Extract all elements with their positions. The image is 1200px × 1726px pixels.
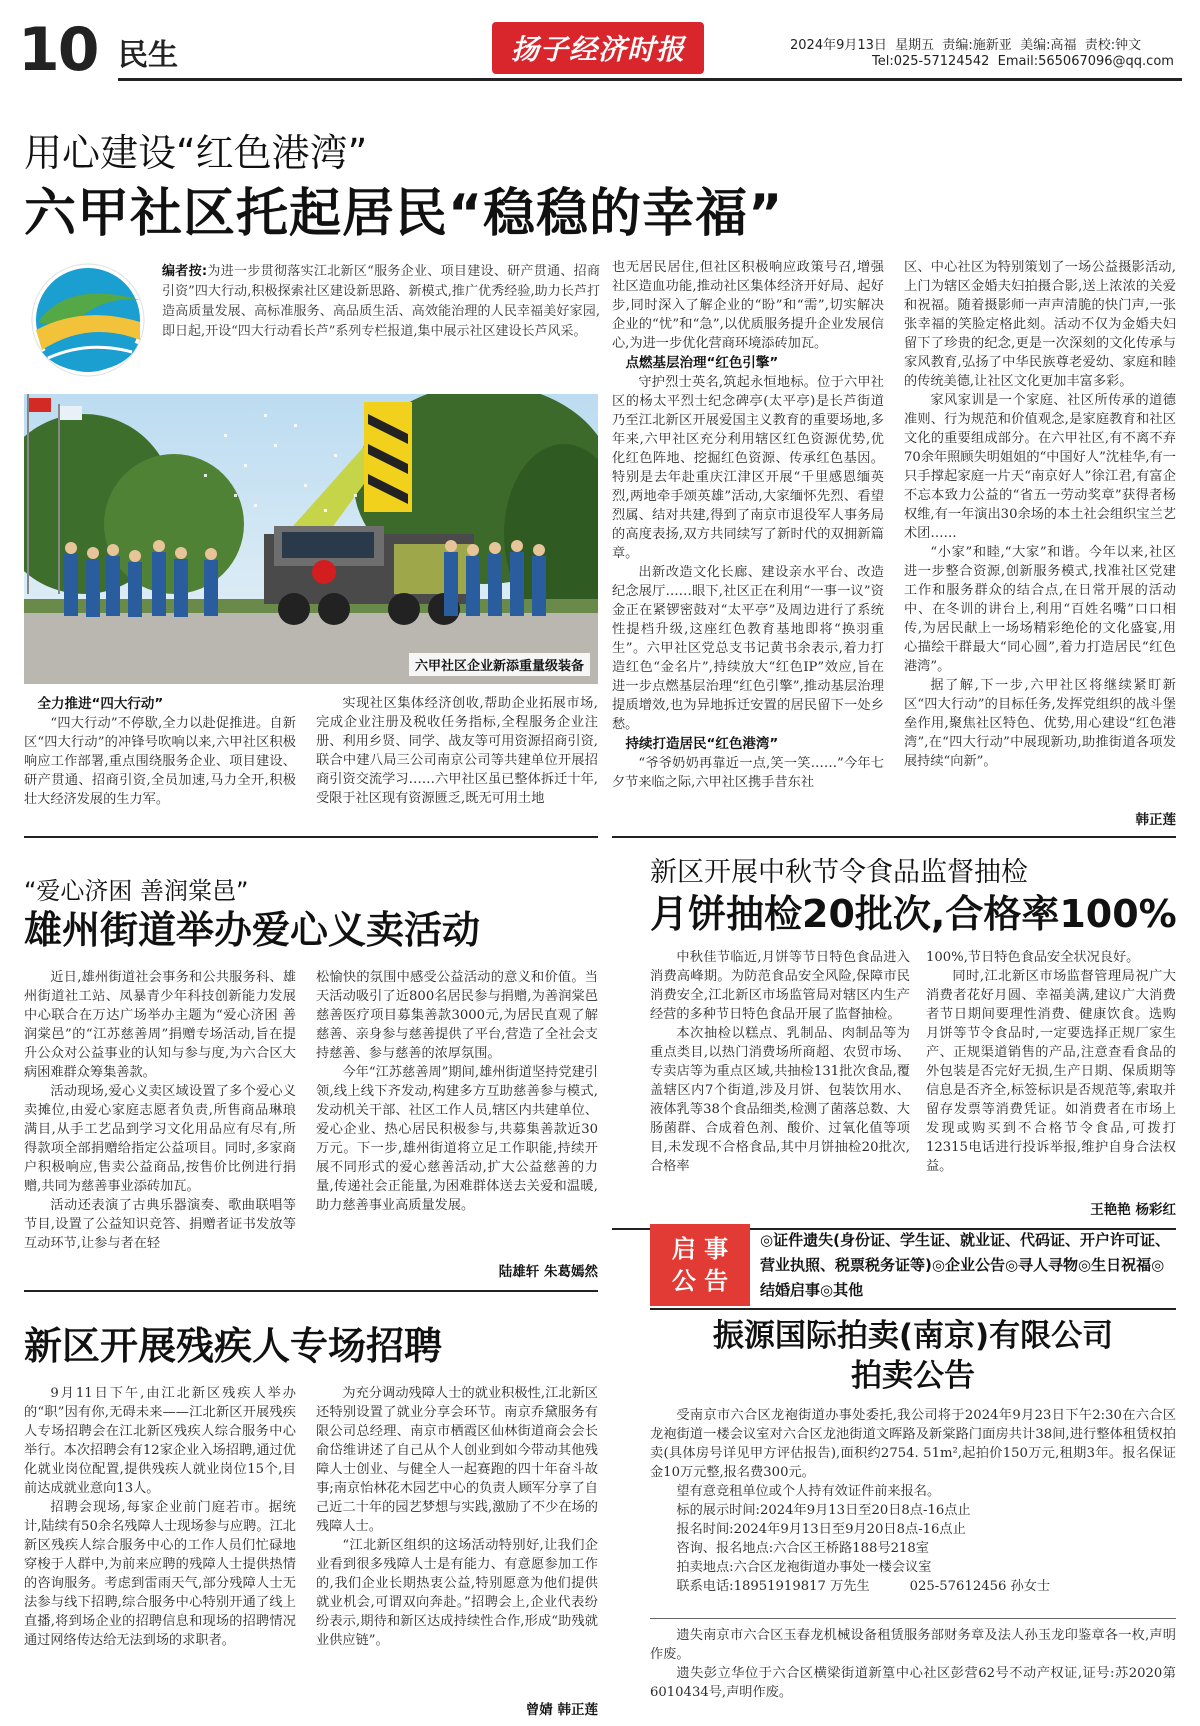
- auction-intro: 受南京市六合区龙袍街道办事处委托,我公司将于2024年9月23日下午2:30在六合区龙袍街道一楼会议室对六合区龙池街道文晖路及新棠路门面房共计38间,进行整体租赁权拍卖(具体房号详见甲方评估报告),面积约2754. 51m²,起拍价150万元,租期3年。报名保证金10万元整,报名费300元。: [650, 1408, 1176, 1480]
- notice-label-1: 启 事: [671, 1235, 729, 1263]
- article2-paragraph: 活动现场,爱心义卖区域设置了多个爱心义卖摊位,由爱心家庭志愿者负责,所售商品琳琅满目,从手工艺品到学习文化用品应有尽有,所得款项全部捐赠给指定公益项目。同时,多家商户积极响应,售卖公益商品,按售价比例进行捐赠,共同为慈善事业添砖加瓦。: [24, 1084, 296, 1194]
- auction-exhibit-time: 标的展示时间:2024年9月13日至20日8点-16点止: [676, 1503, 971, 1518]
- auction-title-1: 振源国际拍卖(南京)有限公司: [712, 1318, 1114, 1354]
- article1-paragraph: “小家”和睦,“大家”和谐。今年以来,社区进一步整合资源,创新服务模式,找准社区党建工作和服务群众的结合点,在日常开展的活动中、在冬训的讲台上,利用“百姓名嘴”口口相传,为居民献上一场场精彩绝伦的文化盛宴,用心描绘干群最大“同心圆”,着力打造居民“红色港湾”。: [904, 545, 1176, 674]
- lost-notices: [650, 1626, 1176, 1702]
- series-emblem: [28, 260, 148, 380]
- article3-kicker: 新区开展中秋节令食品监督抽检: [650, 857, 1028, 888]
- editor-note: [162, 262, 600, 342]
- article1-paragraph: “爷爷奶奶再靠近一点,笑一笑……”今年七夕节来临之际,六甲社区携手昔东社: [612, 756, 884, 790]
- photo-caption: 六甲社区企业新添重量级装备: [409, 653, 590, 676]
- header-rule: [118, 78, 1182, 81]
- article4-paragraph: 为充分调动残障人士的就业积极性,江北新区还特别设置了就业分享会环节。南京乔黛服务有限公司总经理、南京市栖霞区仙林街道商会会长俞岱维讲述了自己从个人创业到如今带动其他残障人士创业、与健全人一起赛跑的四十年奋斗故事;南京怡林花木园艺中心的负责人顾军分享了自己近二十年的园艺梦想与实践,激励了不少在场的残障人士。: [316, 1386, 598, 1534]
- notice-categories: ◎证件遗失(身份证、学生证、就业证、代码证、开户许可证、营业执照、税票税务证等)◎企业公告◎寻人寻物◎生日祝福◎结婚启事◎其他: [760, 1231, 1170, 1299]
- article2-byline: 陆雄轩 朱葛嫣然: [498, 1264, 598, 1280]
- auction-body: [650, 1406, 1176, 1596]
- article3-paragraph: 本次抽检以糕点、乳制品、肉制品等为重点类目,以热门消费场所商超、农贸市场、专卖店等为重点区域,共抽检131批次食品,覆盖辖区内7个街道,涉及月饼、包装饮用水、液体乳等38个食品细类,检测了菌落总数、大肠菌群、合成着色剂、酸价、过氧化值等项目,未发现不合格食品,其中月饼抽检20批次,合格率: [650, 1026, 910, 1174]
- article1-paragraph: 据了解,下一步,六甲社区将继续紧盯新区“四大行动”的目标任务,发挥党组织的战斗堡垒作用,聚焦社区特色、优势,用心建设“红色港湾”,在“四大行动”中展现新功,助推街道各项发展持续“向新”。: [904, 678, 1176, 769]
- auction-contact-2: 025-57612456 孙女士: [909, 1579, 1051, 1594]
- issue-meta: 2024年9月13日 星期五 责编:施新亚 美编:高福 责校:钟文: [790, 38, 1142, 53]
- masthead-logo-text: 扬子经济时报: [510, 33, 685, 66]
- article1-paragraph: 家风家训是一个家庭、社区所传承的道德准则、行为规范和价值观念,是家庭教育和社区文化的重要组成部分。在六甲社区,有不离不弃70余年照顾失明姐姐的“中国好人”沈桂华,有一只手撑起家庭一片天“南京好人”徐江君,有富企不忘本致力公益的“省五一劳动奖章”获得者杨权维,有一年演出30余场的本土社会组织宝兰艺术团……: [904, 393, 1176, 541]
- article1-subhead-1: 全力推进“四大行动”: [37, 696, 164, 712]
- divider-notice-bottom: [650, 1308, 1176, 1310]
- notice-label: [650, 1224, 750, 1306]
- article3-column-1: [650, 948, 910, 1176]
- article1-paragraph: 守护烈士英名,筑起永恒地标。位于六甲社区的杨太平烈士纪念碑亭(太平亭)是长芦街道乃至江北新区开展爱国主义教育的重要场地,多年来,六甲社区充分利用辖区红色资源优势,优化红色阵地、挖掘红色资源、传承红色基因。特别是去年赴重庆江津区开展“千里感恩缅英烈,两地牵手颂英雄”活动,大家缅怀先烈、看望烈属、结对共建,得到了南京市退役军人事务局的高度表扬,双方共同续写了新时代的双拥新篇章。: [612, 375, 884, 561]
- article1-paragraph: 出新改造文化长廊、建设亲水平台、改造纪念展厅……眼下,社区正在利用“一事一议”资金正在紧锣密鼓对“太平亭”及周边进行了系统性提档升级,这座红色教育基地即将“换羽重生”。六甲社区党总支书记黄书余表示,着力打造红色“金名片”,持续放大“红色IP”效应,旨在进一步点燃基层治理“红色引擎”,推动基层治理提质增效,也为异地拆迁安置的居民留下一处乡愁。: [612, 565, 884, 732]
- article4-paragraph: 9月11日下午,由江北新区残疾人举办的“职”因有你,无碍未来——江北新区开展残疾人专场招聘会在江北新区残疾人综合服务中心举行。本次招聘会有12家企业入场招聘,通过优化就业岗位配置,提供残疾人就业岗位15个,目前达成就业意向13人。: [24, 1386, 296, 1496]
- auction-signup-time: 报名时间:2024年9月13日至9月20日8点-16点止: [676, 1522, 966, 1537]
- article3-column-2: [926, 948, 1176, 1176]
- article1-paragraph: 区、中心社区为特别策划了一场公益摄影活动,上门为辖区金婚夫妇拍摄合影,送上浓浓的关爱和祝福。随着摄影师一声声清脆的快门声,一张张幸福的笑脸定格此刻。活动不仅为金婚夫妇留下了珍贵的纪念,更是一次深刻的文化传承与家风教育,弘扬了中华民族尊老爱幼、家庭和睦的传统美德,让社区文化更加丰富多彩。: [904, 260, 1176, 389]
- article2-headline: 雄州街道举办爱心义卖活动: [24, 908, 481, 952]
- article2-paragraph: 近日,雄州街道社会事务和公共服务科、雄州街道社工站、凤暴青少年科技创新能力发展中心联合在万达广场举办主题为“爱心济困 善润棠邑”的“江苏慈善周”捐赠专场活动,旨在提升公众对公益事业的认知与参与度,为六合区大病困难群众筹集善款。: [24, 970, 296, 1080]
- crane-truck-photo: [24, 394, 598, 684]
- lost-notice-1: 遗失南京市六合区玉春龙机械设备租赁服务部财务章及法人孙玉龙印鉴章各一枚,声明作废。: [650, 1628, 1176, 1662]
- article3-paragraph: 同时,江北新区市场监督管理局祝广大消费者花好月圆、幸福美满,建议广大消费者节日期间要理性消费、健康饮食。选购月饼等节令食品时,一定要选择正规厂家生产、正规渠道销售的产品,注意查看食品的外包装是否完好无损,生产日期、保质期等信息是否齐全,标签标识是否规范等,索取并留存发票等消费凭证。如消费者在市场上发现或购买到不合格节令食品,可拨打12315电话进行投诉举报,维护自身合法权益。: [926, 969, 1176, 1174]
- article1-paragraph: 也无居民居住,但社区积极响应政策号召,增强社区造血功能,推动社区集体经济开好局、起好步,同时深入了解企业的“盼”和“需”,切实解决企业的“忧”和“急”,以优质服务提升企业发展信心,为进一步优化营商环境添砖加瓦。: [612, 260, 884, 351]
- editor-note-label: 编者按:: [162, 264, 208, 279]
- divider-mid-right: [612, 836, 1176, 838]
- article3-paragraph: 中秋佳节临近,月饼等节日特色食品进入消费高峰期。为防范食品安全风险,保障市民消费安全,江北新区市场监管局对辖区内生产经营的多种节日特色食品开展了监督抽检。: [650, 950, 910, 1022]
- article1-byline: 韩正莲: [1135, 812, 1176, 828]
- article1-column-4: [904, 258, 1176, 771]
- article4-byline: 曾婧 韩正莲: [440, 1700, 598, 1720]
- article1-column-1: [24, 694, 296, 809]
- article1-photo: [24, 394, 598, 684]
- divider-mid-left: [24, 836, 598, 838]
- masthead-logo: [492, 22, 704, 74]
- notice-label-2: 公 告: [671, 1267, 729, 1295]
- auction-address: 咨询、报名地点:六合区王桥路188号218室: [676, 1541, 929, 1556]
- auction-venue: 拍卖地点:六合区龙袍街道办事处一楼会议室: [676, 1560, 932, 1575]
- article1-paragraph: 实现社区集体经济创收,帮助企业拓展市场,完成企业注册及税收任务指标,全程服务企业注册、利用乡贤、同学、战友等可用资源招商引资,联合中建八局三公司南京公司等共建单位开展招商引资交流学习……六甲社区虽已整体拆迁十年,受限于社区现有资源匮乏,既无可用土地: [316, 696, 598, 806]
- article1-kicker: 用心建设“红色港湾”: [24, 131, 368, 175]
- auction-title-2: 拍卖公告: [851, 1358, 975, 1394]
- article2-paragraph: 松愉快的氛围中感受公益活动的意义和价值。当天活动吸引了近800名居民参与捐赠,为善润棠邑慈善医疗项目募集善款3000元,为居民直观了解慈善、亲身参与慈善提供了平台,营造了全社会支持慈善、参与慈善的浓厚氛围。: [316, 970, 598, 1061]
- article2-column-1: [24, 968, 296, 1253]
- auction-line: 望有意竞租单位或个人持有效证件前来报名。: [676, 1484, 941, 1499]
- article2-column-2: [316, 968, 598, 1215]
- article1-column-3: [612, 258, 884, 792]
- contact-meta: Tel:025-57124542 Email:565067096@qq.com: [872, 54, 1174, 69]
- auction-contact: [650, 1577, 1176, 1596]
- article1-subhead-3: 持续打造居民“红色港湾”: [625, 736, 779, 752]
- article1-headline: 六甲社区托起居民“稳稳的幸福”: [24, 184, 784, 244]
- editor-note-text: 为进一步贯彻落实江北新区“服务企业、项目建设、研产贯通、招商引资”四大行动,积极探索社区建设新思路、新模式,推广优秀经验,助力长芦打造高质量发展、高标准服务、高品质生活、高效能治理的人民幸福美好家园,即日起,开设“四大行动看长芦”系列专栏报道,集中展示社区建设长芦风采。: [162, 264, 600, 339]
- page-number: 10: [18, 15, 98, 85]
- lost-notice-2: 遗失彭立华位于六合区横梁街道新篁中心社区彭营62号不动产权证,证号:苏2020第6010434号,声明作废。: [650, 1666, 1176, 1700]
- article3-headline: 月饼抽检20批次,合格率100%: [650, 892, 1177, 936]
- auction-contact-1: 联系电话:18951919817 万先生: [676, 1579, 870, 1594]
- article3-paragraph: 100%,节日特色食品安全状况良好。: [926, 950, 1140, 965]
- article4-paragraph: 招聘会现场,每家企业前门庭若市。据统计,陆续有50余名残障人士现场参与应聘。江北新区残疾人综合服务中心的工作人员们忙碌地穿梭于人群中,为前来应聘的残障人士提供热情的咨询服务。考虑到雷雨天气,部分残障人士无法参与线下招聘,综合服务中心特别开通了线上直播,将到场企业的招聘信息和现场的招聘情况通过网络传达给无法到场的求职者。: [24, 1500, 296, 1648]
- article1-column-2: [316, 694, 598, 808]
- article4-paragraph: “江北新区组织的这场活动特别好,让我们企业看到很多残障人士是有能力、有意愿参加工作的,我们企业长期热衷公益,特别愿意为他们提供就业机会,可谓双向奔赴。”招聘会上,企业代表纷纷表示,期待和新区达成持续性合作,形成“助残就业供应链”。: [316, 1538, 598, 1648]
- article1-paragraph: “四大行动”不停歇,全力以赴促推进。自新区“四大行动”的冲锋号吹响以来,六甲社区积极响应工作部署,重点围绕服务企业、项目建设、研产贯通、招商引资,全员加速,马力全开,积极壮大经济发展的生力军。: [24, 716, 296, 807]
- divider-lost: [650, 1618, 1176, 1619]
- section-name: 民生: [118, 38, 178, 73]
- article4-column-2: [316, 1384, 598, 1650]
- article4-headline: 新区开展残疾人专场招聘: [24, 1324, 443, 1368]
- article3-byline: 王艳艳 杨彩红: [1090, 1202, 1176, 1218]
- article2-kicker: “爱心济困 善润棠邑”: [24, 877, 249, 905]
- series-emblem-graphic: [28, 260, 148, 380]
- article2-paragraph: 今年“江苏慈善周”期间,雄州街道坚持党建引领,线上线下齐发动,构建多方互助慈善参与模式,发动机关干部、社区工作人员,辖区内共建单位、爱心企业、热心居民积极参与,共募集善款近30万元。下一步,雄州街道将立足工作职能,持续开展不同形式的爱心慈善活动,扩大公益慈善的力量,传递社会正能量,为困难群体送去关爱和温暖,助力慈善事业高质量发展。: [316, 1065, 598, 1213]
- article2-paragraph: 活动还表演了古典乐器演奏、歌曲联唱等节目,设置了公益知识竞答、捐赠者证书发放等互动环节,让参与者在轻: [24, 1198, 296, 1251]
- article4-column-1: [24, 1384, 296, 1650]
- divider-lower-left: [24, 1290, 598, 1292]
- article1-subhead-2: 点燃基层治理“红色引擎”: [625, 355, 779, 371]
